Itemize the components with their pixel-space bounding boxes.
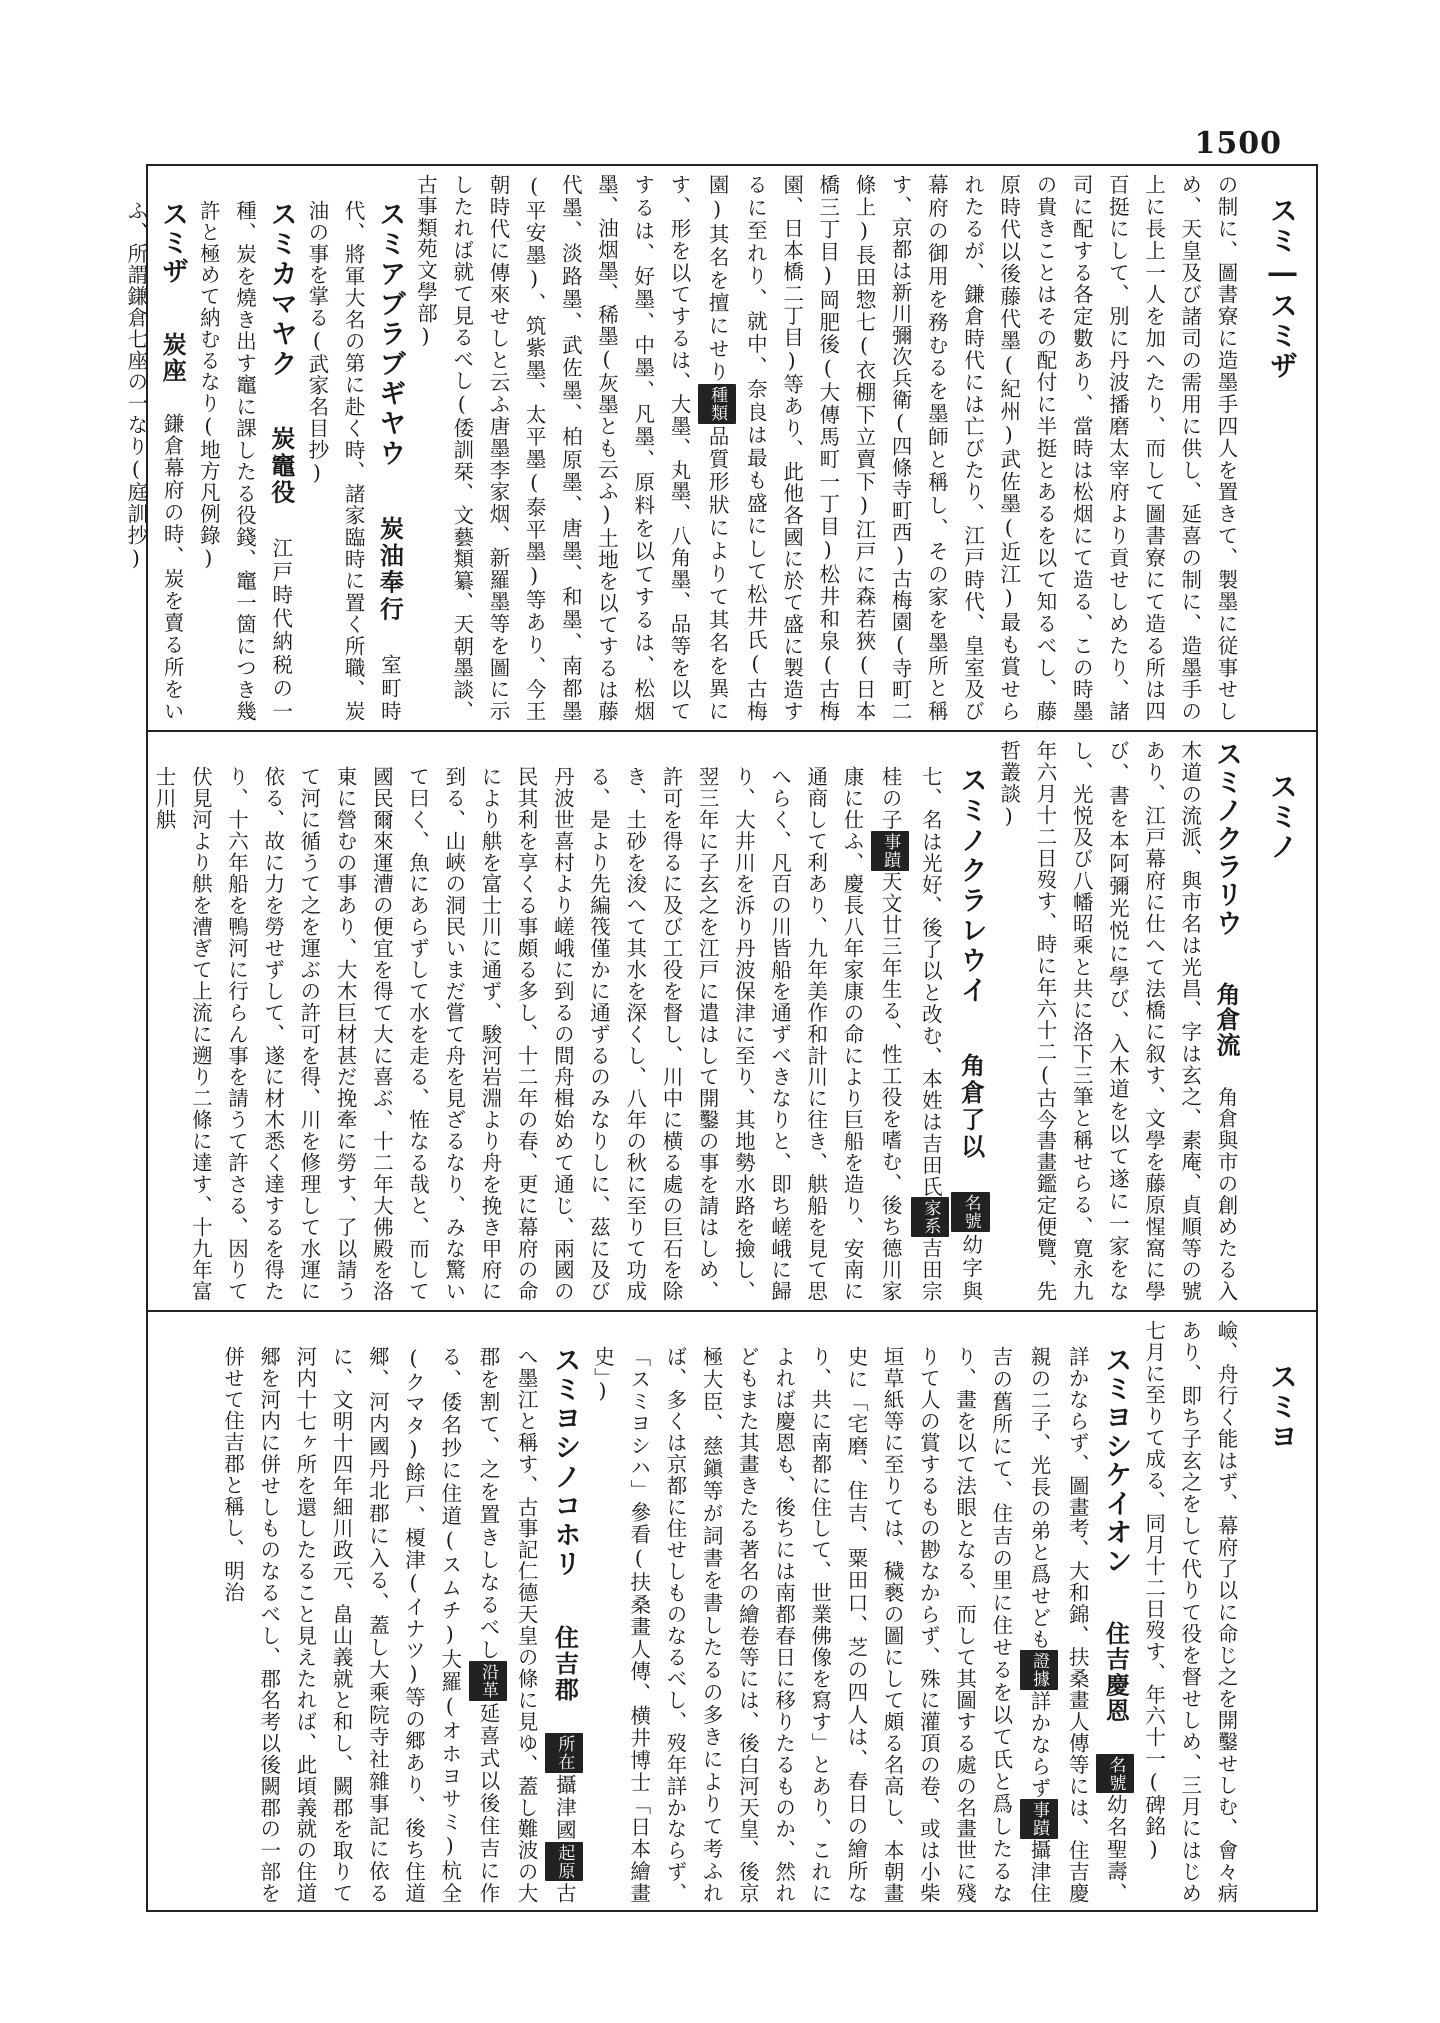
tag-label: 家系 (911, 1197, 949, 1237)
headword-kanji: 住吉慶恩 (1101, 1621, 1131, 1724)
entry-text: 古へ墨江と稱す、古事記仁德天皇の條に見ゆ、蓋し難波の大郡を割て、之を置きしなるべし (475, 1346, 577, 1904)
headword-kanji: 角倉了以 (956, 1053, 986, 1161)
entry-text: 攝津住吉の舊所にて、住吉の里に住せるを以て氏と爲したるなり、畫を以て法眼となる、而して其圖する處の名畫世に殘りて人の賞するもの尠なからず、殊に灌頂の卷、或は小柴垣草紙等に至りては、穢褻の圖にして頗る名高し、本朝畫史に「宅磨、住吉、粟田口、芝の四人は、春日の繪所なり、共に南都に住して、世業佛像を寫す」とあり、これによれば慶恩も、後ちには南都春日に移りたるものか、然れどもまた其畫きたる著名の繪卷等には、後白河天皇、後京極大臣、慈鎭等が詞書を書したるの多きによりて考ふれば、多くは京都に住せしものなるべし、歿年詳かならず、「スミヨシハ」參看(扶桑畫人傳、横井博士「日本繪畫史」) (590, 1346, 1051, 1904)
band-bottom (148, 1312, 1316, 1912)
tag-label: 名號 (1096, 1754, 1134, 1794)
entry-sumiza (118, 200, 190, 722)
entry-text: 室町時代、將軍大名の第に赴く時、諸家臨時に置く所職、炭油の事を掌る(武家名目抄) (304, 200, 402, 722)
headword-kanji: 炭座 (158, 331, 188, 384)
tag-label: 事蹟 (871, 831, 909, 871)
entry-sumi-continued (407, 174, 1244, 722)
headword-kanji: 炭油奉行 (375, 515, 405, 624)
band-middle (148, 732, 1316, 1310)
headword-kanji: 角倉流 (1212, 982, 1241, 1058)
entry-text: 角倉與市の創めたる入木道の流派、與市名は光昌、字は玄之、素庵、貞順等の號あり、江戸幕府に仕へて法橋に叙す、文學を藤原惺窩に學び、書を本阿彌光悦に學び、入木道を以て遂に一家をなし、光悦及び八幡昭乘と共に洛下三筆と稱せらる、寛永九年六月十二日歿す、時に年六十二(古今書畫鑑定便覽、先哲叢談) (996, 740, 1238, 1303)
entry-suminokura-ryoui-continued (1135, 1320, 1244, 1904)
band-bottom-text (162, 1320, 1244, 1904)
section-label-middle: スミノ (1266, 772, 1299, 862)
band-top (123, 166, 1316, 730)
tag-label: 事蹟 (1020, 1799, 1058, 1839)
entry-text: 鎌倉幕府の時、炭を賣る所をいふ、所謂鎌倉七座の一なり(庭訓抄) (123, 200, 185, 722)
headword-kanji: 住吉郡 (550, 1625, 580, 1704)
headword: スミカマヤク (265, 200, 297, 380)
tag-label: 名號 (951, 1192, 989, 1232)
entry-sumiyoshi-keion (584, 1346, 1135, 1904)
headword: スミノクラレウイ (955, 766, 987, 1007)
page-number: 1500 (1194, 126, 1282, 161)
tag-label: 沿革 (469, 1661, 507, 1701)
section-label-top: スミ―スミザ (1266, 196, 1299, 381)
band-middle-text (152, 740, 1244, 1303)
entry-text: 延喜式以後住吉に作る、倭名抄に住道(スムチ)大羅(オホヨサミ)杭全(クマタ)餘戸、榎津(イナツ)等の郷あり、後ち住道郷、河内國丹北郡に入る、蓋し大乘院寺社雜事記に依るに、文明十四年細川政元、畠山義就と和し、闕郡を取りて河内十七ヶ所を還したること見えたれば、此頃義就の住道郷を河内に併せしものなるべし、郡名考以後闕郡の一部を併せて住吉郡と稱し、明治 (220, 1346, 500, 1904)
entry-text: 江戸時代納税の一種、炭を燒き出す竈に課したる役錢、竈一箇につき幾許と極めて納むるなり(地方凡例錄) (196, 200, 293, 723)
entry-text: 天文廿三年生る、性工役を嗜む、後ち德川家康に仕ふ、慶長八年家康の命により巨船を造り、安南に通商して利あり、九年美作和計川に往き、舼船を見て思へらく、凡百の川皆船を通ずべきなりと、即ち嵯峨に歸り、大井川を泝り丹波保津に至り、其地勢水路を撿し、翌三年に子玄之を江戸に遣はして開鑿の事を請はしめ、許可を得るに及び工役を督し、川中に横る處の巨石を除き、土砂を浚へて其水を深くし、八年の秋に至りて功成る、是より先編筏僅かに通ずるのみなりしに、茲に及び丹波世喜村より嵯峨に到るの間舟楫始めて通じ、兩國の民其利を享くる事頗る多し、十二年の春、更に幕府の命により舼を富士川に通ず、駿河岩淵より舟を挽き甲府に到る、山峽の洞民いまだ嘗て舟を見ざるなり、みな驚いて曰く、魚にあらずして水を走る、恠なる哉と、而して國民爾來運漕の便宜を得て大に喜ぶ、十二年大佛殿を洛東に營むの事あり、大木巨材甚だ挽牽に勞す、了以請うて河に循うて之を運ぶの許可を得、川を修理して水運に依る、故に力を勞せずして、遂に材木悉く達するを得たり、十六年船を鴨河に行らん事を請うて許さる、因りて伏見河より舼を漕ぎて上流に遡り二條に達す、十九年富士川舼 (152, 766, 903, 1303)
entry-text: 幼字與七、名は光好、後了以と改む、本姓は吉田氏 (918, 766, 983, 1302)
tag-label: 種類 (698, 384, 736, 424)
entry-text: 幼名聖壽、詳かならず、圖畫考、大和錦、扶桑畫人傳等には、住吉慶親の二子、光長の弟と爲せども (1026, 1346, 1128, 1904)
entry-sumiabura-bugyou (299, 200, 408, 722)
tag-label: 起原 (545, 1842, 583, 1882)
headword: スミザ (157, 200, 189, 287)
section-label-bottom: スミヨ (1266, 1362, 1299, 1452)
tag-label: 證據 (1020, 1650, 1058, 1690)
entry-suminokura-ryoui (146, 766, 991, 1302)
entry-text: 詳かならず (1026, 1690, 1051, 1799)
entry-text: 品質形狀によりて其名を異にす、形を以てするは、大墨、丸墨、八角墨、品等を以てするは、好墨、中墨、凡墨、原料を以てするは、松烟墨、油烟墨、稀墨(灰墨とも云ふ)土地を以てするは藤代墨、淡路墨、武佐墨、柏原墨、唐墨、和墨、南都墨(平安墨)、筑紫墨、太平墨(泰平墨)等あり、今王朝時代に傳來せしと云ふ唐墨李家烟、新羅墨等を圖に示したれば就て見るべし(倭訓栞、文藝類纂、天朝墨談、古事類苑文學部) (413, 174, 730, 722)
headword-kanji: 炭竈役 (266, 426, 296, 507)
band-top-text (123, 174, 1244, 723)
entry-text: の制に、圖書寮に造墨手四人を置きて、製墨に従事せしめ、天皇及び諸司の需用に供し、延喜の制に、造墨手の上に長上一人を加へたり、而して圖書寮にて造る所は四百挺にして、別に丹波播磨太宰府より貢せしめたり、諸司に配する各定數あり、當時は松烟にて造る、この時墨の貴きことはその配付に半挺とあるを以て知るべし、藤原時代以後藤代墨(紀州)武佐墨(近江)最も賞せられたるが、鎌倉時代には亡びたり、江戸時代、皇室及び幕府の御用を務むるを墨師と稱し、その家を墨所と稱す、京都は新川彌次兵衛(四條寺町西)古梅園(寺町二條上)長田惣七(衣棚下立賣下)江戸に森若狹(日本橋三丁目)岡肥後(大傳馬町一丁目)松井和泉(古梅園、日本橋二丁目)等あり、此他各國に於て盛に製造するに至れり、就中、奈良は最も盛にして松井氏(古梅園)其名を擅にせり (705, 174, 1238, 722)
entry-sumikama-yaku (190, 200, 299, 722)
entry-text: 吉田宗桂の子 (878, 766, 943, 1303)
dictionary-page-frame (123, 164, 1318, 1912)
headword: スミアブラブギヤウ (374, 200, 406, 470)
headword: スミノクラリウ (1211, 740, 1242, 938)
entry-text: 嶮、舟行く能はず、幕府了以に命じ之を開鑿せしむ、會々病あり、即ち子玄之をして代りて役を督せしめ、三月にはじめ七月に至りて成る、同月十二日歿す、年六十一(碑銘) (1141, 1320, 1238, 1904)
entry-sumiyoshi-no-kohori (214, 1346, 584, 1904)
tag-label: 所在 (545, 1733, 583, 1773)
entry-suminokura-ryuu (991, 740, 1244, 1302)
headword: スミヨシケイオン (1100, 1346, 1132, 1576)
entry-text: 攝津國 (552, 1772, 577, 1842)
headword: スミヨシノコホリ (549, 1346, 581, 1579)
